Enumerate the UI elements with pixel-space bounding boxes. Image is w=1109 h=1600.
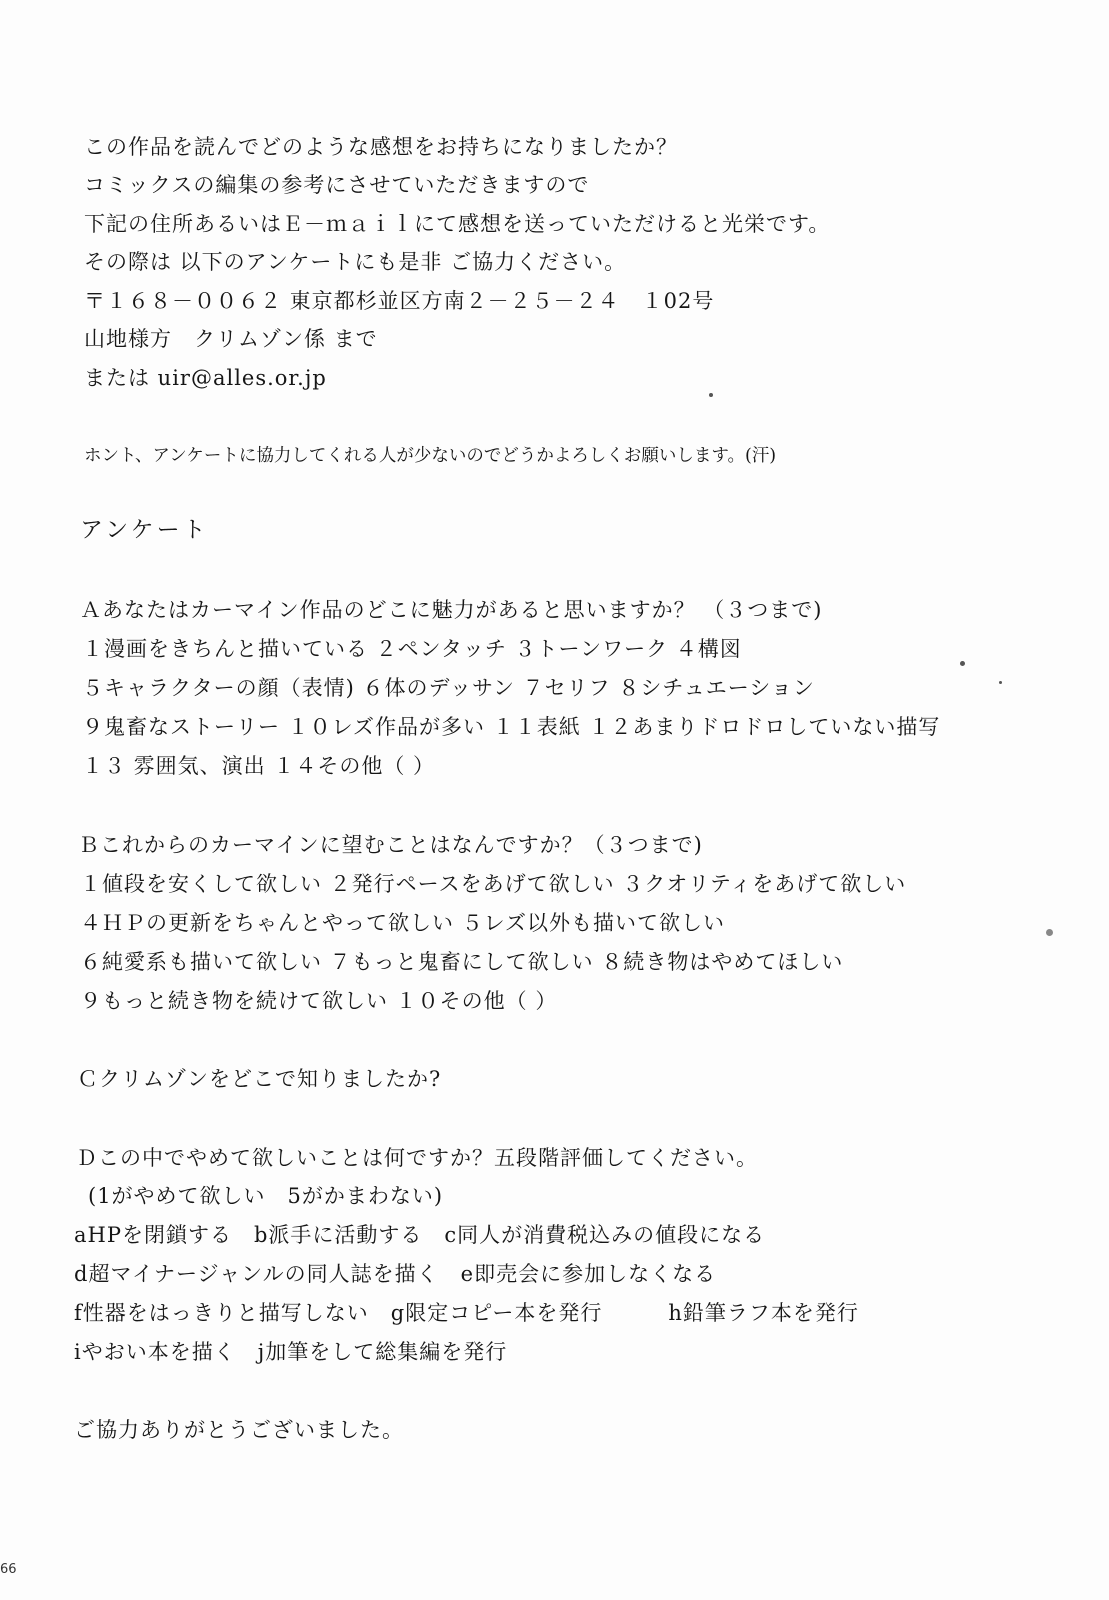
address-recipient: 山地様方 クリムゾン係 まで xyxy=(84,327,378,351)
page-number: 66 xyxy=(0,1562,17,1577)
thanks-message: ご協力ありがとうございました。 xyxy=(74,1418,404,1442)
request-note: ホント、アンケートに協力してくれる人が少ないのでどうかよろしくお願いします。(汗) xyxy=(84,446,777,466)
question-d-options-3: f性器をはっきりと描写しない g限定コピー本を発行 h鉛筆ラフ本を発行 xyxy=(74,1301,859,1325)
question-c: Ｃクリムゾンをどこで知りましたか? xyxy=(77,1067,442,1091)
intro-line-1: この作品を読んでどのような感想をお持ちになりましたか？ xyxy=(84,135,678,159)
scan-speck xyxy=(1046,929,1053,936)
question-a-options-1: １漫画をきちんと描いている ２ペンタッチ ３トーンワーク ４構図 xyxy=(82,637,742,661)
question-b-options-1: １値段を安くして欲しい ２発行ペースをあげて欲しい ３クオリティをあげて欲しい xyxy=(80,872,907,896)
question-d-options-4: iやおい本を描く j加筆をして総集編を発行 xyxy=(74,1340,508,1364)
question-d-options-1: aHPを閉鎖する b派手に活動する c同人が消費税込みの値段になる xyxy=(74,1223,766,1247)
question-d: Ｄこの中でやめて欲しいことは何ですか？五段階評価してください。 xyxy=(76,1146,758,1170)
question-d-scale: (1がやめて欲しい 5がかまわない) xyxy=(88,1184,444,1208)
survey-title: アンケート xyxy=(80,517,209,543)
question-a: Ａあなたはカーマイン作品のどこに魅力があると思いますか？ （３つまで) xyxy=(80,598,823,622)
intro-line-3: 下記の住所あるいはＥ－ｍａｉｌにて感想を送っていただけると光栄です。 xyxy=(84,212,831,236)
question-a-options-2: ５キャラクターの顔（表情) ６体のデッサン ７セリフ ８シチュエーション xyxy=(82,676,815,700)
scan-speck xyxy=(999,681,1002,684)
question-a-options-4: １３ 雰囲気、演出 １４その他（ ） xyxy=(82,754,436,778)
scan-speck xyxy=(960,661,965,666)
scan-speck xyxy=(709,393,713,397)
question-a-options-3: ９鬼畜なストーリー １０レズ作品が多い １１表紙 １２あまりドロドロしていない描写 xyxy=(82,715,941,739)
email-address: または uir@alles.or.jp xyxy=(84,366,327,390)
intro-line-2: コミックスの編集の参考にさせていただきますので xyxy=(84,173,590,197)
question-d-options-2: d超マイナージャンルの同人誌を描く e即売会に参加しなくなる xyxy=(74,1262,717,1286)
postal-address: 〒１６８－００６２ 東京都杉並区方南２－２５－２４ １02号 xyxy=(84,289,715,313)
intro-line-4: その際は 以下のアンケートにも是非 ご協力ください。 xyxy=(84,250,627,274)
question-b-options-2: ４ＨＰの更新をちゃんとやって欲しい ５レズ以外も描いて欲しい xyxy=(80,911,726,935)
question-b-options-3: ６純愛系も描いて欲しい ７もっと鬼畜にして欲しい ８続き物はやめてほしい xyxy=(80,950,844,974)
question-b-options-4: ９もっと続き物を続けて欲しい １０その他（ ） xyxy=(80,989,558,1013)
question-b: Ｂこれからのカーマインに望むことはなんですか？（３つまで) xyxy=(78,833,703,857)
